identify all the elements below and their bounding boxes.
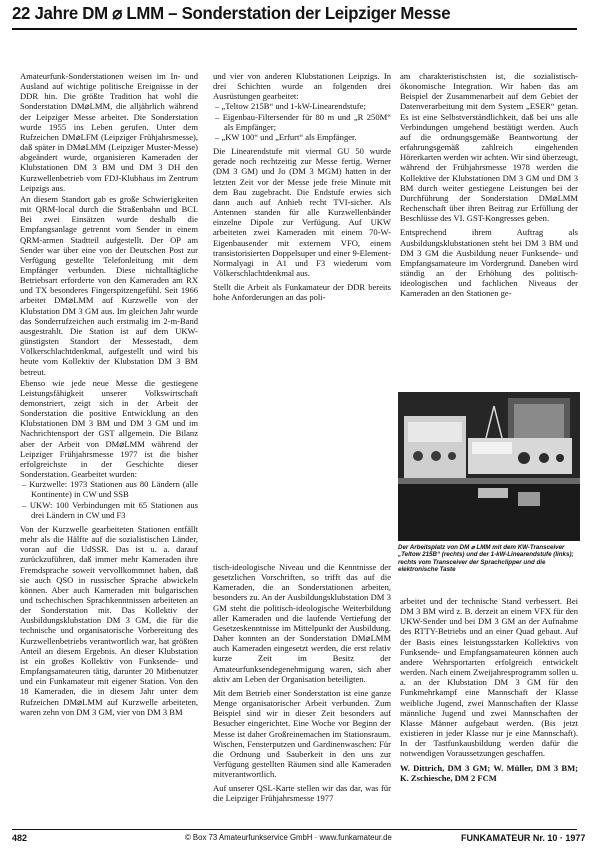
paragraph: am charakteristischsten ist, die sozialistisch-ökonomische Integration. Wir haben das am Beispiel der Zusammenarbeit auf dem Gebiet der Datenverarbeitung mit dem System „ESER“ getan. Es ist eine Selbstverständlichkeit, daß bei uns alle Verbindungen umgehend bestätigt werden. Auch auf die ordnungsgemäße Beantwortung der erfahrungsgemäß zahlreich eingehenden Hörerkarten werden wir achten. Wir sind überzeugt, während der Frühjahrsmesse 1978 werden die Kollektive der Klubstationen DM 3 GM und DM 3 BM durch weiter gestiegene Leistungen bei der Durchführung der Sonderstation DM⌀LMM Rechenschaft über ihren Beitrag zur Erfüllung der Beschlüsse des VI. GST-Kongresses geben. (400, 71, 578, 224)
title-rule (12, 28, 577, 30)
list-item: – Kurzwelle: 1973 Stationen aus 80 Ländern (alle Kontinente) in CW und SSB (22, 479, 198, 500)
station-photo (398, 392, 580, 541)
paragraph: Stellt die Arbeit als Funkamateur der DDR bereits hohe Anforderungen an das poli- (213, 282, 391, 303)
article-column-2-top (213, 71, 391, 311)
list-item: – UKW: 100 Verbindungen mit 65 Stationen aus drei Ländern in CW und F3 (22, 499, 198, 520)
station-photo-illustration (398, 392, 580, 541)
paragraph: Amateurfunk-Sonderstationen weisen im In- und Ausland auf wichtige politische Ereignisse in der DDR hin. Die größte Tradition hat wohl die Sonderstation DM⌀LMM, die alljährlich während der Leipziger Messe arbeitet. Die Sonderstation wurde 1955 ins Leben gerufen. Unter dem Rufzeichen DM⌀LFM (Leipziger Frühjahrsmesse), daß später in DM⌀LMM (Leipziger Muster-Messe) abgeändert wurde, organisieren Kameraden der Klubstationen DM 3 BM und DM 3 DH den Kurzwellenbetrieb vom FDJ-Klubhaus im Zentrum Leipzigs aus. (20, 71, 198, 193)
article-column-1 (20, 71, 198, 823)
paragraph: Mit dem Betrieb einer Sonderstation ist eine ganze Menge organisatorischer Arbeit verbunden. Zum Beispiel sind wir in dieser Zeit besonders auf Besucher eingerichtet. Eine Woche vor Beginn der Messe ist daher Großreinemachen im Stationsraum. Wischen, Fensterputzen und Gardinenwaschen: Für die Ordnung und Sauberkeit in den uns zur Verfügung gestellten Räumen sind alle Kameraden mitverantwortlich. (213, 687, 391, 780)
footer-rule (12, 829, 577, 830)
list-item: – „Teltow 215B“ und 1-kW-Linearendstufe; (215, 101, 366, 112)
list-item: – Eigenbau-Filtersender für 80 m und „R 250M“ als Empfänger; (215, 111, 391, 132)
article-column-3-bottom (400, 596, 578, 824)
paragraph: und vier von anderen Klubstationen Leipzigs. In drei Schichten wurde an folgenden drei Ausrüstungen gearbeitet: (213, 71, 391, 102)
paragraph: Auf unserer QSL-Karte stellen wir das dar, was für die Leipziger Frühjahrsmesse 1977 (213, 783, 391, 804)
magazine-issue: FUNKAMATEUR Nr. 10 · 1977 (461, 833, 586, 843)
paragraph: Von der Kurzwelle gearbeiteten Stationen entfällt mehr als die Hälfte auf die sozialistischen Länder, voran auf die UdSSR. Das ist u. a. darauf zurückzuführen, daß immer mehr Kameraden ihre Fremdsprache soweit vervollkommnet haben, daß sie auch QSO in russischer Sprache abwickeln können. Aber auch Kameraden mit bulgarischen und tschechischen Sprachkenntnissen arbeiteten an der Sonderstation mit. Das Kollektiv der Ausbildungsklubstation DM 3 GM, die für die technische und organisatorische Vorbereitung des Kurzwellenbetriebs verantwortlich war, hat größten Anteil an diesem Ergebnis. An dieser Klubstation ist ein großes Kollektiv von Funksende- und Empfangsamateuren tätig, darunter 20 Mitbenutzer und ein Funkamateur mit eigener Station. Von den 18 Kameraden, die in diesem Jahr unter dem Rufzeichen DM⌀LMM auf Kurzwelle arbeiteten, waren zehn von DM 3 GM, vier von DM 3 BM (20, 523, 198, 717)
paragraph: Ebenso wie jede neue Messe die gestiegene Leistungsfähigkeit unserer Volkswirtschaft demonstriert, zeigt sich in der Arbeit der Sonderstation die positive Entwicklung an den Klubstationen DM 3 BM und DM 3 GM und im Nachrichtensport der GST allgemein. Die Bilanz aber der Arbeit von DM⌀LMM während der Leipziger Frühjahrsmesse 1977 ist die bisher erfolgreichste in der Geschichte dieser Sonderstation. Gearbeitet wurden: (20, 377, 198, 480)
author-signature: W. Dittrich, DM 3 GM; W. Müller, DM 3 BM; K. Zschiesche, DM 2 FCM (400, 762, 578, 783)
copyright-line: © Box 73 Amateurfunkservice GmbH · www.funkamateur.de (185, 833, 392, 842)
paragraph: An diesem Standort gab es große Schwierigkeiten mit QRM-local durch die Straßenbahn und BCI. Bei zwei Einsätzen wurde deshalb die Empfangsanlage getrennt vom Sender in einem QRM-armen Stadtteil aufgestellt. Der OP am Sender war über eine von der Deutschen Post zur Verfügung gestellte Telefonleitung mit dem Empfänger verbunden. Diese nichtalltägliche Betriebsart erforderte von den Kameraden am RX und TX besonderes Fingerspitzengefühl. Seit 1966 arbeitet DM⌀LMM auf Kurzwelle von der Klubstation DM 3 GM aus. Im gleichen Jahr wurde das Sonderrufzeichen auch erstmalig im 2-m-Band ausgestrahlt. Die Station ist auf dem UKW-günstigsten Standort der Messestadt, dem Völkerschlachtdenkmal, aufgestellt und wird bis heute vom Kollektiv der Klubstation DM 3 BM betreut. (20, 193, 198, 377)
article-column-3-top (400, 71, 578, 389)
paragraph: Entsprechend ihrem Auftrag als Ausbildungsklubstationen steht bei DM 3 BM und DM 3 GM die Ausbildung neuer Funksende- und Empfangsamateure im Vordergrund. Daneben wird ständig an der Erhöhung des politisch-ideologischen und fachlichen Niveaus der Kameraden an den Stationen ge- (400, 227, 578, 299)
paragraph: arbeitet und der technische Stand verbessert. Bei DM 3 BM wird z. B. derzeit an einem VFX für den UKW-Sender und bei DM 3 GM an der Aufnahme des RTTY-Betriebs und an einer Quad gebaut. Auf der Basis eines leistungsstarken Kollektivs von Funksende- und Empfangsamateuren können auch andere Wehrsportarten erfolgreich entwickelt werden. Nach einem Zweijahresprogramm sollen u. a. an der Klubstation DM 3 GM für den Funkmehrkampf eine Mannschaft der Klasse weibliche Jugend, zwei Mannschaften der Klasse männliche Jugend und zwei Mannschaften der Klasse Männer aufgebaut werden. (Bis jetzt existieren in jeder Klasse nur je eine Mannschaft). In der Tastfunkausbildung werden dafür die notwendigen Voraussetzungen geschaffen. (400, 596, 578, 759)
page-title: 22 Jahre DM ⌀ LMM – Sonderstation der Leipziger Messe (12, 3, 451, 23)
paragraph: Die Linearendstufe mit viermal GU 50 wurde gerade noch rechtzeitig zur Messe fertig. Werner (DM 3 GM) und Jo (DM 3 MGM) hatten in der letzten Zeit vor der Messe jede freie Minute mit dem Bau zugebracht. Die Endstufe erwies sich dann auch auf Anhieb recht TVI-sicher. Als Antennen standen für alle Kurzwellenbänder einzelne Dipole zur Verfügung. Auf UKW arbeiteten zwei Kameraden mit einem 70-W-Eigenbausender mit externem VFO, einem transistorisierten Doppelsuper und einer 9-Element-Normalyagi in A1 und F3 wiederum vom Völkerschlachtdenkmal aus. (213, 146, 391, 278)
list-item: – „KW 100“ und „Erfurt“ als Empfänger. (215, 131, 357, 142)
photo-caption: Der Arbeitsplatz von DM ⌀ LMM mit dem KW-Transceiver „Teltow 215B“ (rechts) und der 1-kW-Linearendstufe (links); rechts vom Transceiver der Sprachclipper und die elektronische Taste (398, 544, 574, 574)
article-column-2-bottom (213, 562, 391, 824)
page-number: 482 (12, 833, 28, 843)
paragraph: tisch-ideologische Niveau und die Kenntnisse der gesetzlichen Vorschriften, so trifft das auf die Kameraden, die an Sonderstationen arbeiten, besonders zu. An der Ausbildungsklubstation DM 3 GM steht die politisch-ideologische Weiterbildung aller Kameraden und die laufende Vertiefung der Gesetzeskenntnisse im Mittelpunkt der Ausbildung. Daher konnten an der Sonderstation DM⌀LMM auch Kameraden eingesetzt werden, die erst relativ kurze Zeit im Besitz der Amateurfunksendegenehmigung waren, sich aber aktiv am Leben der Organisation beteiligten. (213, 562, 391, 684)
